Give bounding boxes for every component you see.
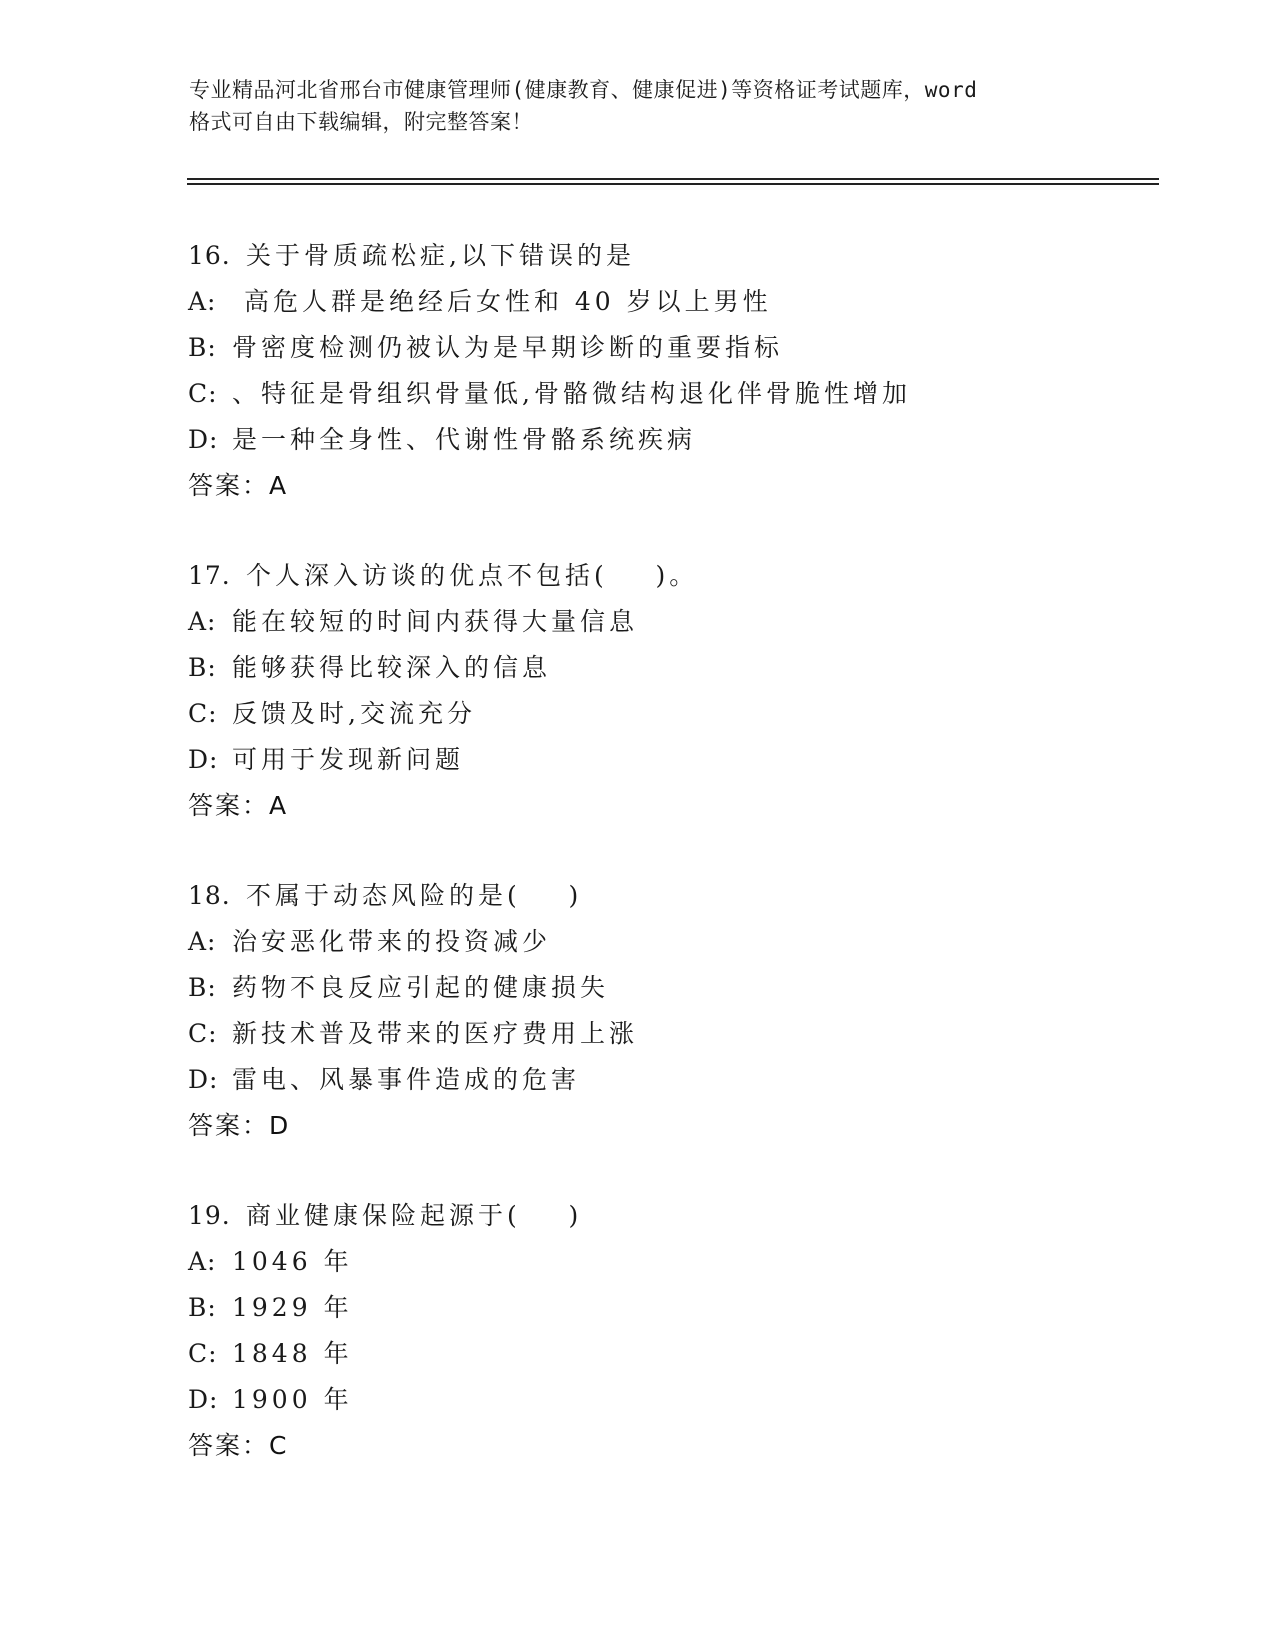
option-text: 治安恶化带来的投资减少 — [232, 927, 552, 956]
document-header — [189, 74, 1089, 138]
option-label: A: — [188, 607, 217, 636]
question-19 — [188, 1193, 1148, 1469]
option-a — [188, 599, 1148, 645]
option-text: 可用于发现新问题 — [232, 745, 465, 774]
question-16 — [188, 233, 1148, 509]
question-number: 19. — [188, 1201, 231, 1230]
option-label: C: — [188, 379, 218, 408]
option-label: D: — [188, 425, 219, 454]
header-divider-bottom — [187, 183, 1159, 185]
option-a — [188, 1239, 1148, 1285]
option-label: B: — [188, 1293, 217, 1322]
option-c — [188, 691, 1148, 737]
option-text: 药物不良反应引起的健康损失 — [232, 973, 610, 1002]
answer-text: 答案：A — [188, 791, 289, 820]
option-text: 1848 年 — [232, 1339, 353, 1368]
header-line-1: 专业精品河北省邢台市健康管理师(健康教育、健康促进)等资格证考试题库，word — [189, 78, 978, 102]
question-18 — [188, 873, 1148, 1149]
option-d — [188, 1057, 1148, 1103]
question-stem — [188, 553, 1148, 599]
option-label: B: — [188, 653, 217, 682]
option-a — [188, 919, 1148, 965]
question-stem — [188, 1193, 1148, 1239]
question-17 — [188, 553, 1148, 829]
option-d — [188, 417, 1148, 463]
question-text: 不属于动态风险的是( ) — [246, 881, 583, 910]
answer-text: 答案：A — [188, 471, 289, 500]
option-label: C: — [188, 1019, 218, 1048]
question-text: 商业健康保险起源于( ) — [246, 1201, 583, 1230]
question-number: 18. — [188, 881, 231, 910]
question-stem — [188, 233, 1148, 279]
question-number: 17. — [188, 561, 231, 590]
option-label: B: — [188, 333, 217, 362]
header-divider-top — [187, 178, 1159, 180]
option-text: 、特征是骨组织骨量低,骨骼微结构退化伴骨脆性增加 — [232, 379, 911, 408]
option-b — [188, 325, 1148, 371]
option-label: A: — [188, 287, 217, 316]
option-b — [188, 1285, 1148, 1331]
option-label: D: — [188, 1385, 219, 1414]
option-text: 新技术普及带来的医疗费用上涨 — [232, 1019, 639, 1048]
option-text: 1046 年 — [232, 1247, 353, 1276]
option-text: 1900 年 — [232, 1385, 353, 1414]
question-stem — [188, 873, 1148, 919]
option-b — [188, 645, 1148, 691]
option-text: 反馈及时,交流充分 — [232, 699, 476, 728]
option-c — [188, 1011, 1148, 1057]
option-b — [188, 965, 1148, 1011]
option-text: 高危人群是绝经后女性和 40 岁以上男性 — [232, 287, 772, 316]
option-text: 是一种全身性、代谢性骨骼系统疾病 — [232, 425, 697, 454]
question-number: 16. — [188, 241, 231, 270]
option-text: 骨密度检测仍被认为是早期诊断的重要指标 — [232, 333, 784, 362]
header-line-2: 格式可自由下载编辑，附完整答案！ — [189, 110, 533, 134]
option-label: C: — [188, 1339, 218, 1368]
option-d — [188, 737, 1148, 783]
option-label: A: — [188, 1247, 217, 1276]
answer-text: 答案：D — [188, 1111, 291, 1140]
option-label: D: — [188, 1065, 219, 1094]
option-label: A: — [188, 927, 217, 956]
option-text: 1929 年 — [232, 1293, 353, 1322]
option-text: 能够获得比较深入的信息 — [232, 653, 552, 682]
option-label: B: — [188, 973, 217, 1002]
option-text: 雷电、风暴事件造成的危害 — [232, 1065, 581, 1094]
question-text: 关于骨质疏松症,以下错误的是 — [246, 241, 635, 270]
question-text: 个人深入访谈的优点不包括( )。 — [246, 561, 699, 590]
answer-text: 答案：C — [188, 1431, 289, 1460]
option-text: 能在较短的时间内获得大量信息 — [232, 607, 639, 636]
option-label: D: — [188, 745, 219, 774]
option-c — [188, 1331, 1148, 1377]
option-d — [188, 1377, 1148, 1423]
option-label: C: — [188, 699, 218, 728]
option-c — [188, 371, 1148, 417]
option-a — [188, 279, 1148, 325]
